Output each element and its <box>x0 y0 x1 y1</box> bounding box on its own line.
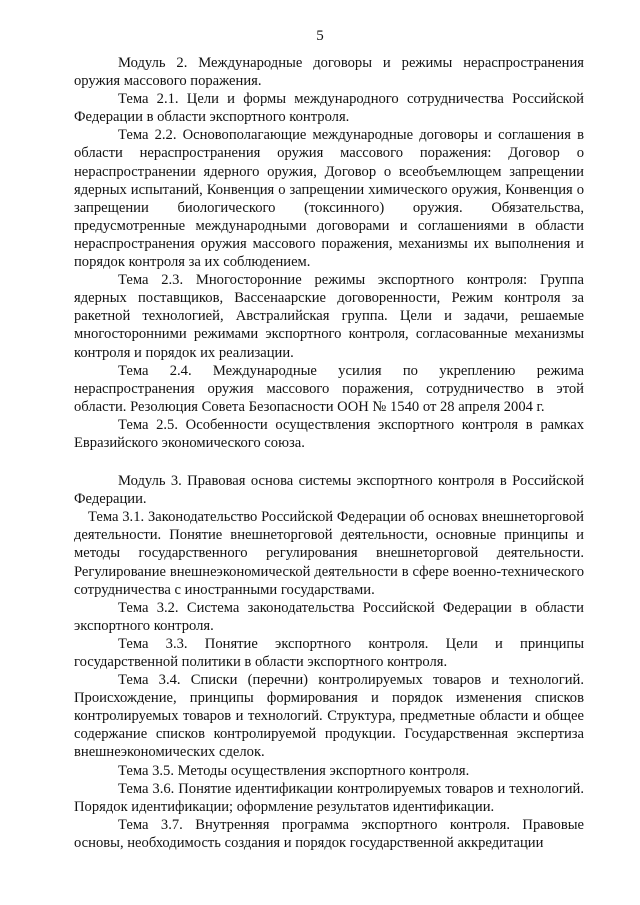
topic-2-2: Тема 2.2. Основополагающие международные договоры и соглашения в области нераспространения оружия массового поражения: Договор о нераспространении ядерного оружия, Договор о всеобъемлющем запрещении ядерных испытаний, Конвенция о запрещении химического оружия, Конвенция о запрещении биологического (токсинного) оружия. Обязательства, предусмотренные международными договорами и соглашениями в области нераспространения оружия массового поражения, механизмы их выполнения и порядок контроля за их соблюдением. <box>74 127 584 271</box>
topic-3-6: Тема 3.6. Понятие идентификации контролируемых товаров и технологий. Порядок идентификации; оформление результатов идентификации. <box>74 780 584 815</box>
topic-3-2: Тема 3.2. Система законодательства Российской Федерации в области экспортного контроля. <box>74 599 584 634</box>
topic-3-4: Тема 3.4. Списки (перечни) контролируемых товаров и технологий. Происхождение, принципы формирования и порядок изменения списков контролируемых товаров и технологий. Структура, предметные области и общее содержание списков контролируемой продукции. Государственная экспертиза внешнеэкономических сделок. <box>74 672 584 761</box>
topic-2-4: Тема 2.4. Международные усилия по укреплению режима нераспространения оружия массового поражения, сотрудничество в этой области. Резолюция Совета Безопасности ООН № 1540 от 28 апреля 2004 г. <box>74 362 584 415</box>
topic-3-1: Тема 3.1. Законодательство Российской Федерации об основах внешнеторговой деятельности. Понятие внешнеторговой деятельности, основные принципы и методы государственного регулирования внешнеторговой деятельности. Регулирование внешнеэкономической деятельности в сфере военно-технического сотрудничества с иностранными государствами. <box>74 509 584 598</box>
topic-3-3: Тема 3.3. Понятие экспортного контроля. Цели и принципы государственной политики в области экспортного контроля. <box>74 635 584 670</box>
topic-2-5: Тема 2.5. Особенности осуществления экспортного контроля в рамках Евразийского экономического союза. <box>74 416 584 451</box>
module-3-heading: Модуль 3. Правовая основа системы экспортного контроля в Российской Федерации. <box>74 473 584 508</box>
topic-3-7: Тема 3.7. Внутренняя программа экспортного контроля. Правовые основы, необходимость создания и порядок государственной аккредитации <box>74 816 584 851</box>
topic-3-5: Тема 3.5. Методы осуществления экспортного контроля. <box>118 762 470 779</box>
module-2-heading: Модуль 2. Международные договоры и режимы нераспространения оружия массового поражения. <box>74 55 584 90</box>
topic-2-3: Тема 2.3. Многосторонние режимы экспортного контроля: Группа ядерных поставщиков, Вассенаарские договоренности, Режим контроля за ракетной технологией, Австралийская группа. Цели и задачи, решаемые многосторонними режимами экспортного контроля, согласованные механизмы контроля и порядок их реализации. <box>74 272 584 361</box>
topic-2-1: Тема 2.1. Цели и формы международного сотрудничества Российской Федерации в области экспортного контроля. <box>74 91 584 126</box>
document-body <box>74 54 584 852</box>
section-gap <box>74 452 584 472</box>
page-number: 5 <box>316 28 324 44</box>
